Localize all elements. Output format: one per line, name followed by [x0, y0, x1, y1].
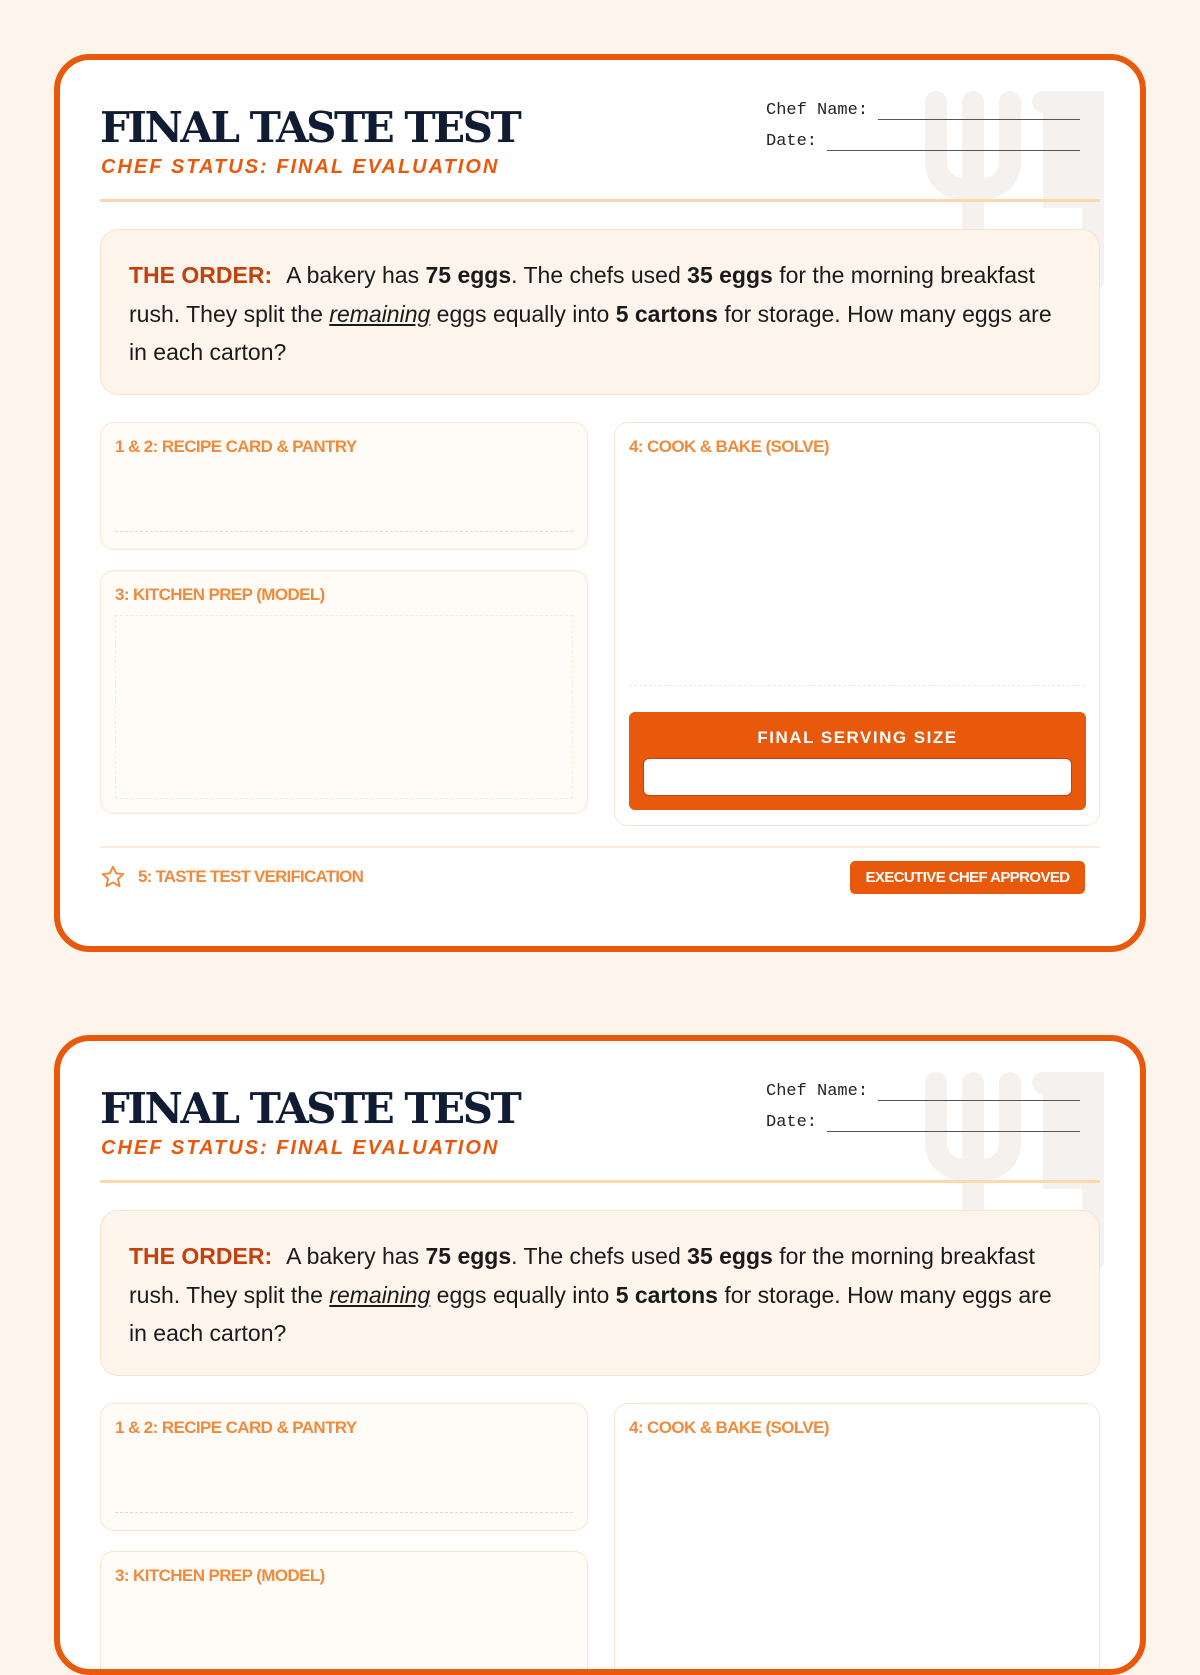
cook-bake-box[interactable]	[614, 422, 1100, 826]
order-text: . The chefs used	[511, 1243, 688, 1269]
order-text: eggs equally into	[430, 300, 616, 327]
recipe-card-label: 1 & 2: RECIPE CARD & PANTRY	[115, 437, 357, 456]
recipe-card-box[interactable]	[100, 422, 588, 550]
order-text: eggs equally into	[430, 1281, 616, 1308]
kitchen-prep-box[interactable]	[100, 1551, 588, 1675]
order-text: A bakery has	[286, 262, 426, 288]
order-text: . The chefs used	[511, 262, 688, 288]
order-text: for storage. How many eggs are in each carton?	[129, 300, 1052, 365]
final-serving-input[interactable]	[643, 758, 1072, 796]
chef-name-field[interactable]	[766, 1081, 1080, 1101]
order-bold: 35 eggs	[687, 1243, 773, 1269]
chef-name-line[interactable]	[878, 1084, 1080, 1101]
date-label: Date:	[766, 1113, 818, 1132]
order-bold: 75 eggs	[425, 1243, 512, 1269]
kitchen-prep-box[interactable]	[100, 570, 588, 814]
order-bold: 5 cartons	[615, 300, 718, 327]
recipe-card-label: 1 & 2: RECIPE CARD & PANTRY	[115, 1418, 357, 1437]
chef-status-subtitle: CHEF STATUS: FINAL EVALUATION	[101, 156, 500, 178]
final-serving-panel	[629, 712, 1086, 810]
order-problem	[100, 1210, 1100, 1376]
chef-name-label: Chef Name:	[766, 1082, 869, 1101]
footer-divider	[100, 846, 1100, 848]
chef-name-field[interactable]	[766, 100, 1080, 120]
solve-divider	[629, 685, 1085, 686]
taste-test-label: 5: TASTE TEST VERIFICATION	[138, 867, 364, 886]
kitchen-prep-label: 3: KITCHEN PREP (MODEL)	[115, 585, 325, 604]
model-drawing-area[interactable]	[115, 615, 573, 799]
recipe-answer-line	[115, 531, 573, 532]
chef-name-label: Chef Name:	[766, 101, 869, 120]
order-emphasis: remaining	[329, 1281, 431, 1308]
header-divider	[100, 199, 1100, 202]
order-label: THE ORDER:	[129, 262, 273, 288]
order-emphasis: remaining	[329, 300, 431, 327]
recipe-card-box[interactable]	[100, 1403, 588, 1531]
taste-test-verification[interactable]	[100, 864, 363, 890]
date-field[interactable]	[766, 1112, 1080, 1132]
worksheet-card	[54, 54, 1146, 952]
cook-bake-label: 4: COOK & BAKE (SOLVE)	[629, 437, 829, 456]
order-text: for storage. How many eggs are in each carton?	[129, 1281, 1052, 1346]
chef-status-subtitle: CHEF STATUS: FINAL EVALUATION	[101, 1137, 500, 1159]
worksheet-card	[54, 1035, 1146, 1675]
page-title: FINAL TASTE TEST	[100, 1084, 520, 1133]
order-bold: 35 eggs	[687, 262, 773, 288]
order-text: for the morning breakfast rush. They split the	[129, 262, 1035, 327]
order-bold: 75 eggs	[425, 262, 512, 288]
star-icon	[100, 864, 126, 890]
final-serving-label: FINAL SERVING SIZE	[757, 728, 958, 747]
date-label: Date:	[766, 132, 818, 151]
order-problem	[100, 229, 1100, 395]
date-line[interactable]	[827, 134, 1080, 151]
order-bold: 5 cartons	[615, 1281, 718, 1308]
page-title: FINAL TASTE TEST	[100, 103, 520, 152]
order-text: A bakery has	[286, 1243, 426, 1269]
chef-name-line[interactable]	[878, 103, 1080, 120]
recipe-answer-line	[115, 1512, 573, 1513]
order-text: for the morning breakfast rush. They split the	[129, 1243, 1035, 1308]
kitchen-prep-label: 3: KITCHEN PREP (MODEL)	[115, 1566, 325, 1585]
date-field[interactable]	[766, 131, 1080, 151]
order-label: THE ORDER:	[129, 1243, 273, 1269]
header-divider	[100, 1180, 1100, 1183]
executive-chef-approved-badge: EXECUTIVE CHEF APPROVED	[850, 861, 1085, 894]
cook-bake-box[interactable]	[614, 1403, 1100, 1675]
date-line[interactable]	[827, 1115, 1080, 1132]
cook-bake-label: 4: COOK & BAKE (SOLVE)	[629, 1418, 829, 1437]
